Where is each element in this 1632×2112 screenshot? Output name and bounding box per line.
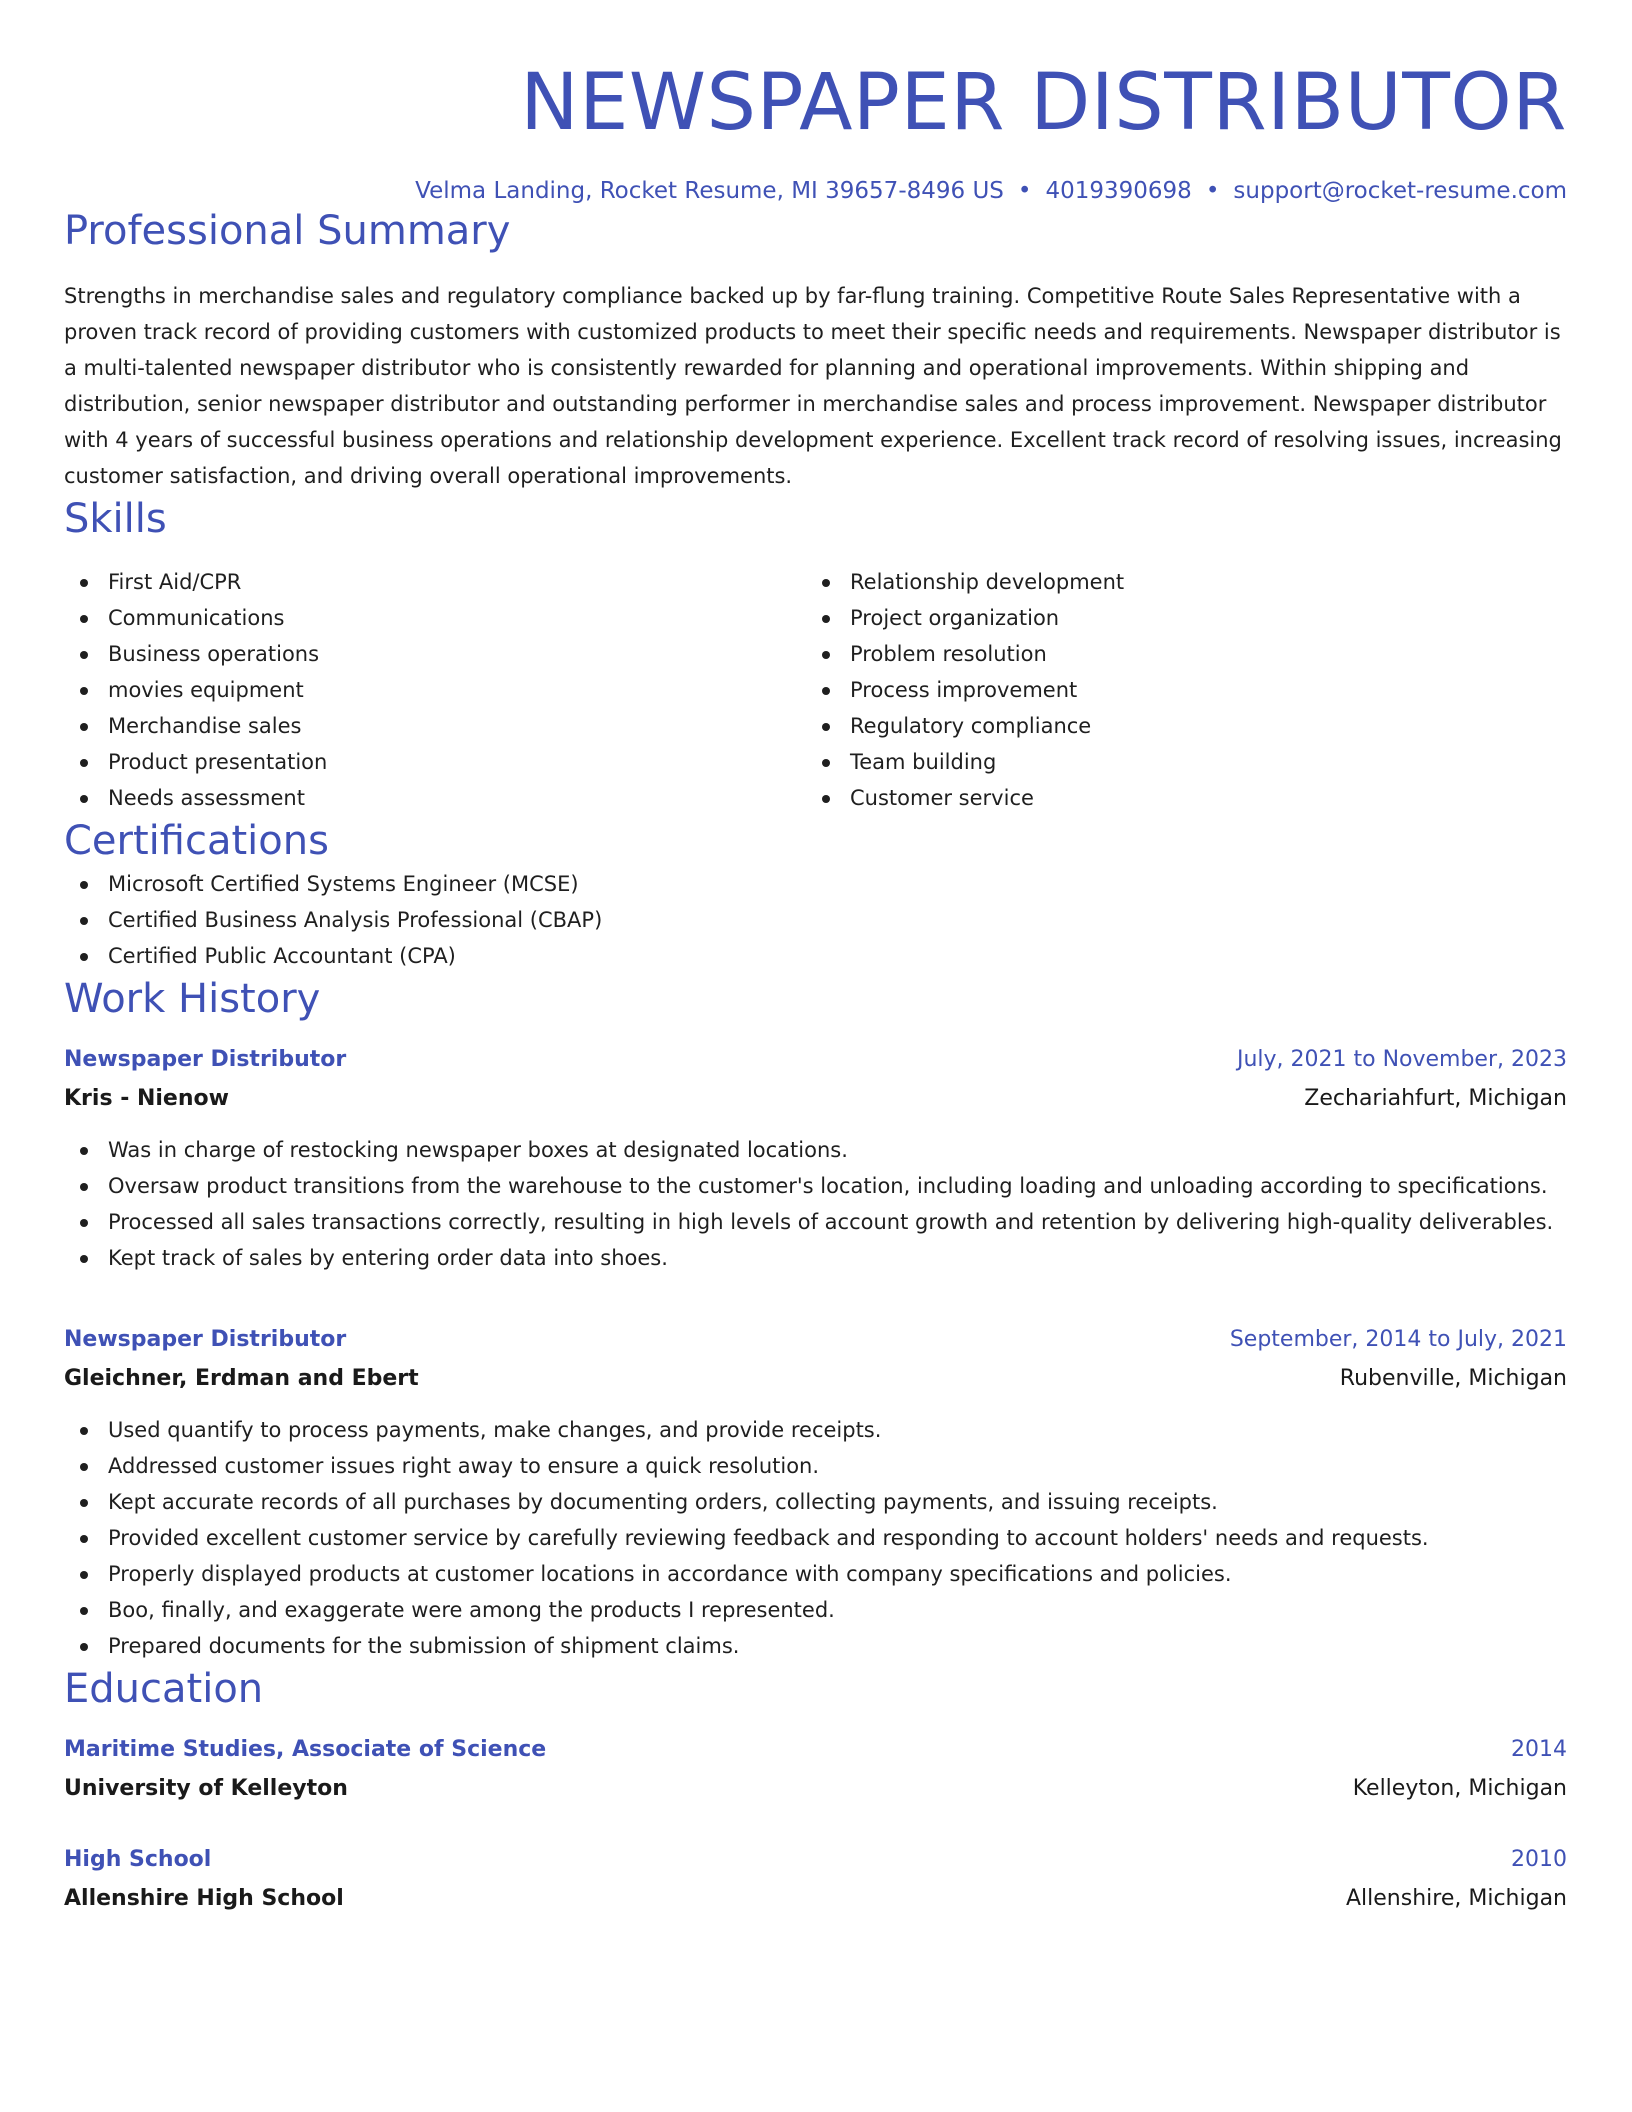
job-location: Zechariahfurt, Michigan <box>1304 1086 1567 1111</box>
education-degree: High School <box>64 1847 212 1872</box>
education-entry <box>64 1730 1567 1808</box>
education-header-row <box>64 1840 1567 1880</box>
job-duty-item: Kept accurate records of all purchases by documenting orders, collecting payments, and issuing receipts. <box>64 1484 1567 1520</box>
skill-item: Merchandise sales <box>64 708 806 744</box>
education-location: Allenshire, Michigan <box>1346 1886 1567 1911</box>
job-company-row <box>64 1360 1567 1398</box>
education-year: 2010 <box>1511 1847 1567 1872</box>
education-heading: Education <box>64 1666 264 1712</box>
job-company: Kris - Nienow <box>64 1086 229 1111</box>
job-duty-item: Prepared documents for the submission of shipment claims. <box>64 1628 1567 1664</box>
skills-list-left <box>64 564 806 816</box>
skill-item: Communications <box>64 600 806 636</box>
job-entry <box>64 1320 1567 1664</box>
contact-separator: • <box>1017 178 1032 204</box>
job-duties-list <box>64 1412 1567 1664</box>
skill-item: Problem resolution <box>806 636 1548 672</box>
certifications-list <box>64 866 1567 974</box>
skill-item: Needs assessment <box>64 780 806 816</box>
skill-item: Project organization <box>806 600 1548 636</box>
skills-heading: Skills <box>64 496 167 542</box>
job-entry <box>64 1040 1567 1276</box>
certification-item: Certified Business Analysis Professional (CBAP) <box>64 902 1567 938</box>
job-location: Rubenville, Michigan <box>1339 1366 1567 1391</box>
education-entry <box>64 1840 1567 1918</box>
skills-grid <box>64 564 1567 816</box>
certification-item: Microsoft Certified Systems Engineer (MCSE) <box>64 866 1567 902</box>
skill-item: Customer service <box>806 780 1548 816</box>
job-duty-item: Boo, finally, and exaggerate were among the products I represented. <box>64 1592 1567 1628</box>
work-history-heading: Work History <box>64 976 321 1022</box>
summary-text: Strengths in merchandise sales and regulatory compliance backed up by far-flung training. Competitive Route Sales Representative with a proven track record of providing customers with customized products to meet their specific needs and requirements. Newspaper distributor is a multi-talented newspaper distributor who is consistently rewarded for planning and operational improvements. Within shipping and distribution, senior newspaper distributor and outstanding performer in merchandise sales and process improvement. Newspaper distributor with 4 years of successful business operations and relationship development experience. Excellent track record of resolving issues, increasing customer satisfaction, and driving overall operational improvements. <box>64 284 1562 488</box>
job-duties-list <box>64 1132 1567 1276</box>
job-duty-item: Addressed customer issues right away to ensure a quick resolution. <box>64 1448 1567 1484</box>
education-location: Kelleyton, Michigan <box>1352 1776 1567 1801</box>
job-duty-item: Properly displayed products at customer locations in accordance with company specifications and policies. <box>64 1556 1567 1592</box>
job-company-row <box>64 1080 1567 1118</box>
skills-list-right <box>806 564 1548 816</box>
contact-line <box>64 176 1567 206</box>
job-duty-item: Kept track of sales by entering order data into shoes. <box>64 1240 1567 1276</box>
job-header-row <box>64 1320 1567 1360</box>
skill-item: Regulatory compliance <box>806 708 1548 744</box>
education-header-row <box>64 1730 1567 1770</box>
certification-item: Certified Public Accountant (CPA) <box>64 938 1567 974</box>
skill-item: Relationship development <box>806 564 1548 600</box>
education-school-row <box>64 1770 1567 1808</box>
education-school-row <box>64 1880 1567 1918</box>
contact-address: Velma Landing, Rocket Resume, MI 39657-8496 US <box>415 178 1004 204</box>
skill-item: Process improvement <box>806 672 1548 708</box>
job-duty-item: Oversaw product transitions from the warehouse to the customer's location, including loading and unloading according to specifications. <box>64 1168 1567 1204</box>
skill-item: Team building <box>806 744 1548 780</box>
contact-phone: 4019390698 <box>1045 178 1192 204</box>
education-school: Allenshire High School <box>64 1886 344 1911</box>
skill-item: First Aid/CPR <box>64 564 806 600</box>
job-dates: July, 2021 to November, 2023 <box>1236 1047 1567 1072</box>
education-degree: Maritime Studies, Associate of Science <box>64 1737 547 1762</box>
job-duty-item: Provided excellent customer service by carefully reviewing feedback and responding to account holders' needs and requests. <box>64 1520 1567 1556</box>
contact-separator: • <box>1205 178 1220 204</box>
job-company: Gleichner, Erdman and Ebert <box>64 1366 419 1391</box>
education-school: University of Kelleyton <box>64 1776 348 1801</box>
education-year: 2014 <box>1511 1737 1567 1762</box>
job-header-row <box>64 1040 1567 1080</box>
job-duty-item: Processed all sales transactions correctly, resulting in high levels of account growth and retention by delivering high-quality deliverables. <box>64 1204 1567 1240</box>
skills-column-right <box>806 564 1548 816</box>
job-duty-item: Was in charge of restocking newspaper boxes at designated locations. <box>64 1132 1567 1168</box>
job-role: Newspaper Distributor <box>64 1327 347 1352</box>
summary-heading: Professional Summary <box>64 208 511 254</box>
contact-email: support@rocket-resume.com <box>1233 178 1567 204</box>
job-dates: September, 2014 to July, 2021 <box>1229 1327 1567 1352</box>
skill-item: Product presentation <box>64 744 806 780</box>
skill-item: Business operations <box>64 636 806 672</box>
skill-item: movies equipment <box>64 672 806 708</box>
resume-title: NEWSPAPER DISTRIBUTOR <box>520 58 1567 148</box>
certifications-heading: Certifications <box>64 818 329 864</box>
job-role: Newspaper Distributor <box>64 1047 347 1072</box>
skills-column-left <box>64 564 806 816</box>
job-duty-item: Used quantify to process payments, make changes, and provide receipts. <box>64 1412 1567 1448</box>
resume-page <box>64 0 1567 1918</box>
